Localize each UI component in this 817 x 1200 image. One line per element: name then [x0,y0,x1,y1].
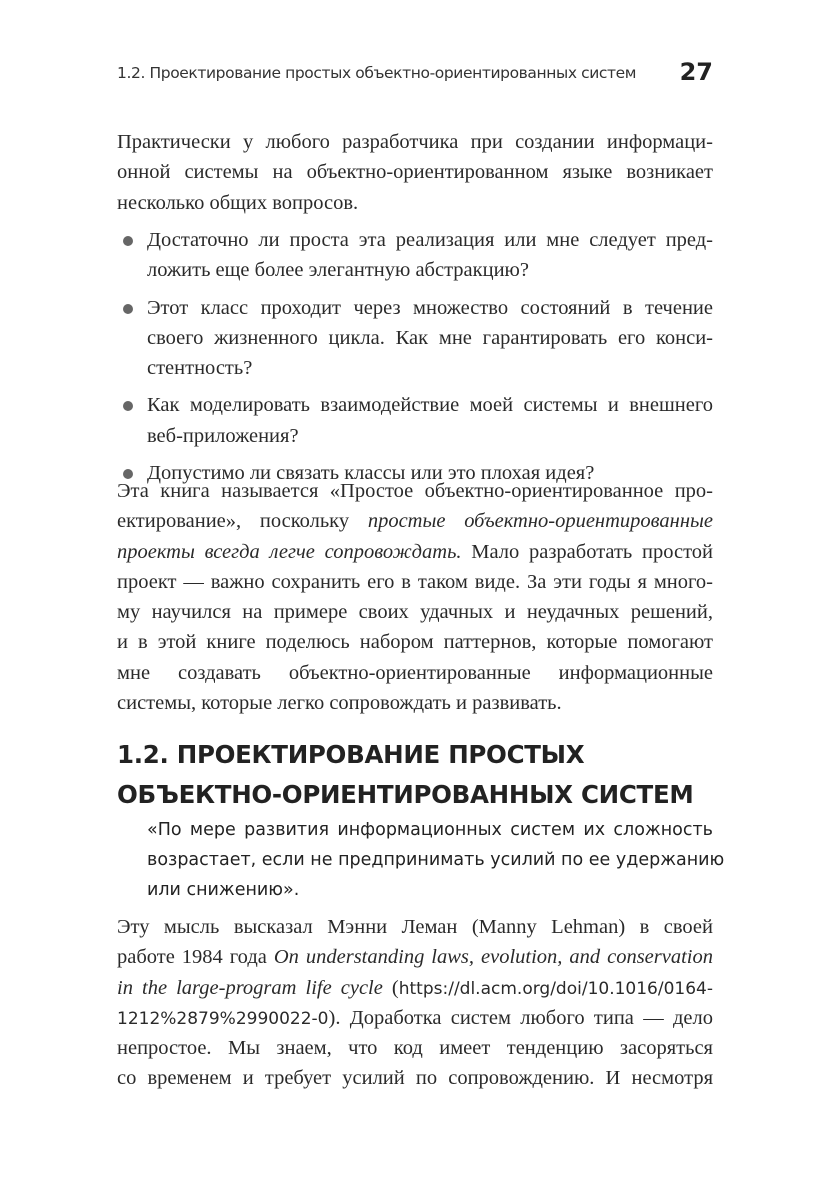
list-item [117,390,713,451]
text-line: непростое. Мы знаем, что код имеет тенденцию засоряться [117,1037,713,1060]
text-line: Этот класс проходит через множество состояний в течение [147,296,713,319]
text-span: ). Доработка систем любого типа — дело [328,1006,713,1029]
text-line: Эту мысль высказал Мэнни Леман (Manny Lehman) в своей [117,916,713,938]
text-line: со временем и требует усилий по сопровождению. И несмотря [117,1067,713,1090]
intro-paragraph [117,127,713,218]
text-line: Допустимо ли связать классы или это плохая идея? [147,462,595,485]
text-line: своего жизненного цикла. Как мне гарантировать его конси- [147,326,713,349]
bullet-list [117,225,713,488]
text-line: или снижению». [147,880,300,900]
list-item [117,293,713,384]
text-line: Практически у любого разработчика при создании информаци- [117,131,713,153]
epigraph-quote [147,815,725,905]
emphasis: проекты всегда легче сопровождать. [117,540,462,563]
paper-title: in the large-program life cycle [117,976,383,999]
text-line: Достаточно ли проста эта реализация или мне следует пред- [147,229,713,251]
bullet-icon [123,304,133,314]
page-number: 27 [679,58,713,86]
text-line [117,506,713,536]
text-line: Эта книга называется «Простое объектно-ориентированное про- [117,480,713,502]
text-line: Как моделировать взаимодействие моей системы и внешнего [147,394,713,417]
text-line: му научился на примере своих удачных и неудачных решений, [117,601,713,624]
text-line: системы, которые легко сопровождать и развивать. [117,692,562,715]
paper-url: 1212%2879%2990022-0 [117,1008,329,1029]
section-heading [117,735,717,815]
running-title: 1.2. Проектирование простых объектно-ориентированных систем [117,64,637,82]
book-purpose-paragraph [117,476,713,718]
text-span: ектирование», поскольку [117,510,368,533]
text-line [117,1003,713,1033]
text-span: ( [382,976,399,999]
text-line: «По мере развития информационных систем их сложность [147,820,713,840]
list-item [117,225,713,286]
lehman-paragraph [117,912,713,1094]
text-line: проект — важно сохранить его в таком виде. За эти годы я много- [117,570,713,593]
text-line: ложить еще более элегантную абстракцию? [147,259,529,282]
paper-url: https://dl.acm.org/doi/10.1016/0164- [398,978,713,999]
text-span: Мало разработать простой [461,540,713,563]
text-line [117,973,713,1003]
text-line: возрастает, если не предпринимать усилий по ее удержанию [147,850,725,870]
text-line: несколько общих вопросов. [117,191,359,214]
text-line: онной системы на объектно-ориентированном языке возникает [117,161,713,184]
bullet-icon [123,236,133,246]
bullet-icon [123,401,133,411]
text-line: веб-приложения? [147,424,299,447]
text-line [117,537,713,567]
heading-line: ОБЪЕКТНО-ОРИЕНТИРОВАННЫХ СИСТЕМ [117,780,694,809]
running-header [117,58,713,88]
text-line: и в этой книге поделюсь набором паттернов, которые помогают [117,631,713,654]
text-span: работе 1984 года [117,946,274,969]
heading-line: 1.2. ПРОЕКТИРОВАНИЕ ПРОСТЫХ [117,740,585,769]
emphasis: простые объектно-ориентированные [367,510,713,533]
paper-title: On understanding laws, evolution, and conservation [273,946,714,969]
text-line: стентность? [147,357,253,380]
text-line [117,942,713,972]
text-line: мне создавать объектно-ориентированные информационные [117,661,713,684]
